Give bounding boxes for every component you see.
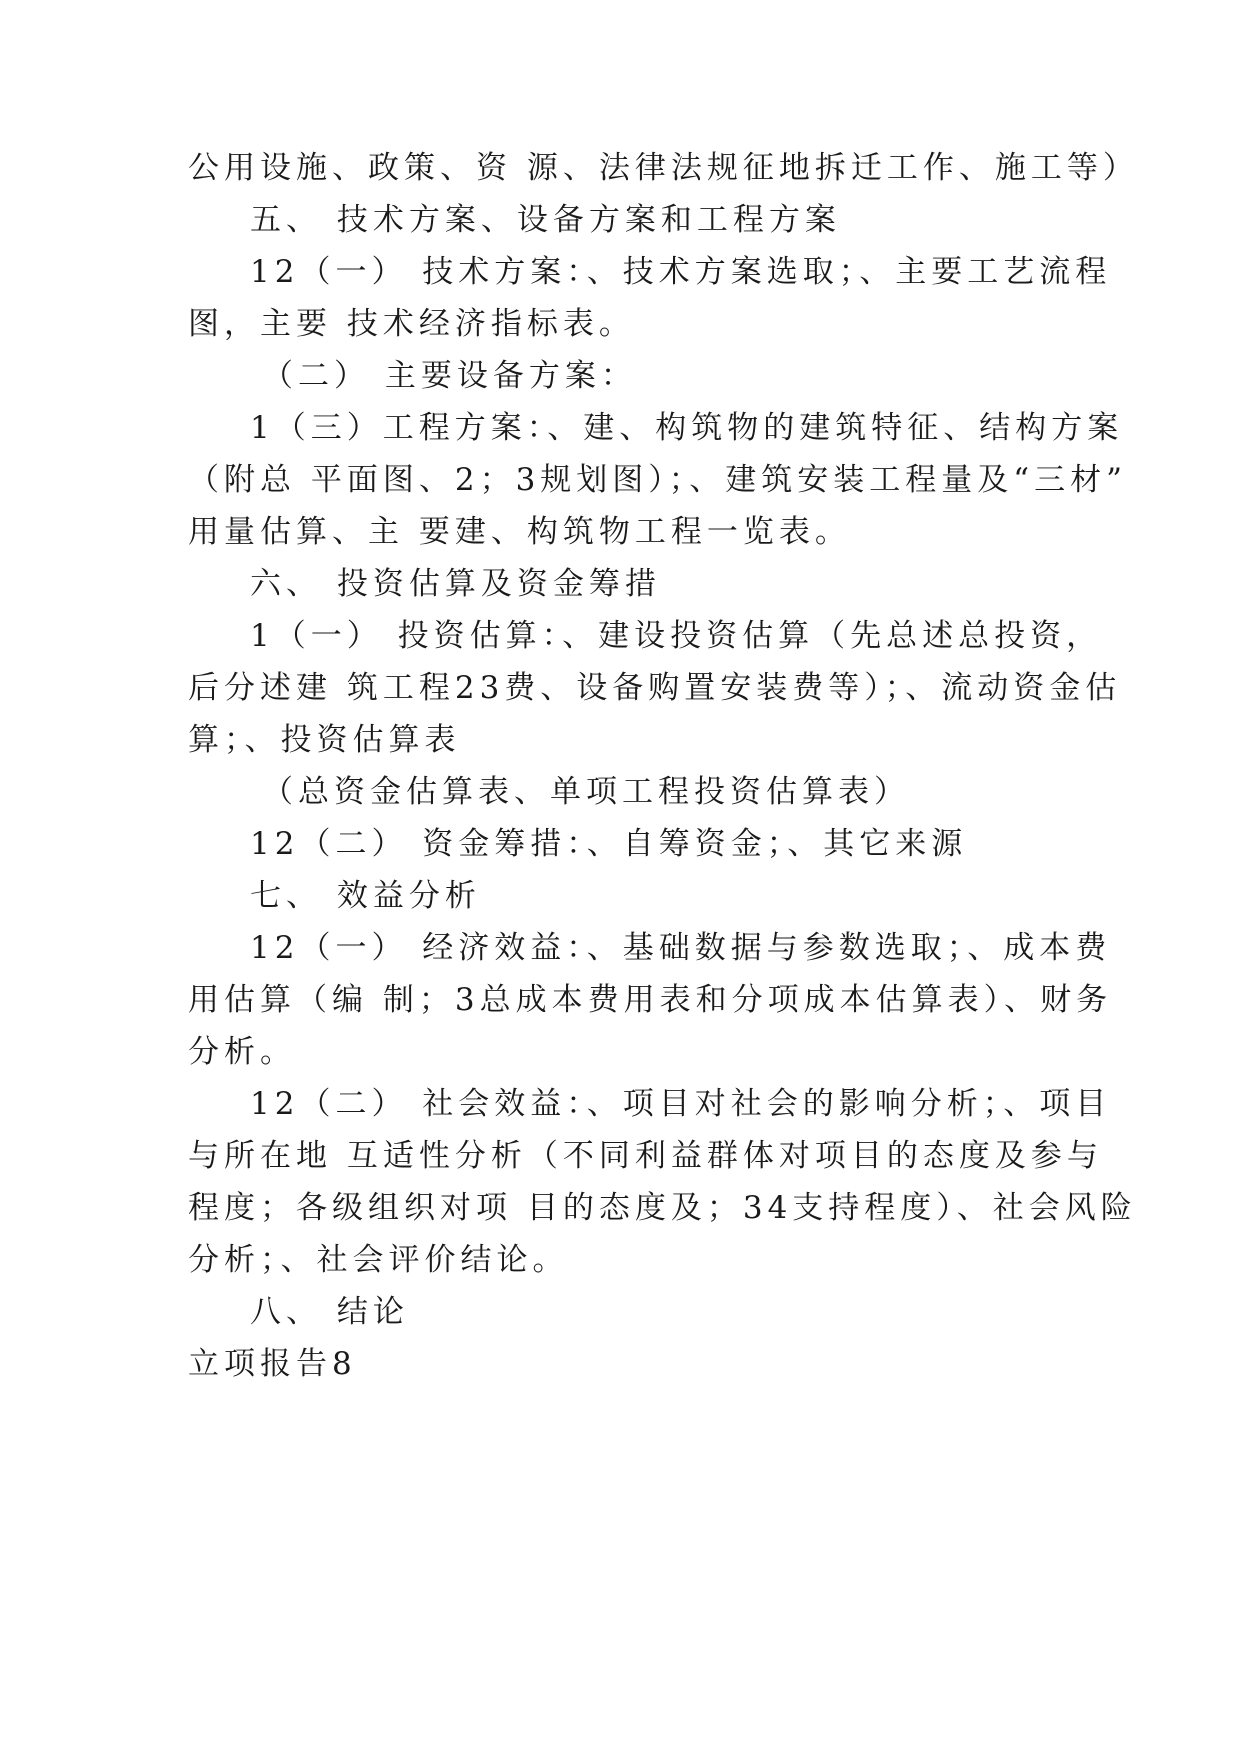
- text-line: 用估算（编 制；3总成本费用表和分项成本估算表）、财务: [188, 982, 1113, 1018]
- text-line: 用量估算、主 要建、构筑物工程一览表。: [188, 514, 851, 550]
- text-line: 12（一） 经济效益：、基础数据与参数选取；、成本费: [250, 930, 1112, 966]
- section-heading: 六、 投资估算及资金筹措: [250, 566, 661, 602]
- text-line: （二） 主要设备方案：: [262, 358, 637, 394]
- text-line: 公用设施、政策、资 源、法律法规征地拆迁工作、施工等）: [188, 150, 1139, 186]
- text-line: 图，主要 技术经济指标表。: [188, 306, 635, 342]
- section-heading: 七、 效益分析: [250, 878, 481, 914]
- text-line: 12（一） 技术方案：、技术方案选取；、主要工艺流程: [250, 254, 1112, 290]
- text-line: （附总 平面图、2；3规划图）；、建筑安装工程量及“三材”: [188, 462, 1127, 498]
- section-heading: 八、 结论: [250, 1294, 409, 1330]
- text-line: 12（二） 资金筹措：、自筹资金；、其它来源: [250, 826, 968, 862]
- text-line: 1（一） 投资估算：、建设投资估算（先总述总投资，: [250, 618, 1103, 654]
- text-line: 程度；各级组织对项 目的态度及；34支持程度）、社会风险: [188, 1190, 1137, 1226]
- text-line: 分析。: [188, 1034, 296, 1070]
- section-heading: 五、 技术方案、设备方案和工程方案: [250, 202, 841, 238]
- text-line: （总资金估算表、单项工程投资估算表）: [262, 774, 910, 810]
- text-line: 与所在地 互适性分析（不同利益群体对项目的态度及参与: [188, 1138, 1103, 1174]
- text-line: 后分述建 筑工程23费、设备购置安装费等）；、流动资金估: [188, 670, 1122, 706]
- text-line: 分析；、社会评价结论。: [188, 1242, 569, 1278]
- page-title: 立项报告8: [188, 1346, 357, 1382]
- text-line: 算；、投资估算表: [188, 722, 461, 758]
- text-line: 12（二） 社会效益：、项目对社会的影响分析；、项目: [250, 1086, 1112, 1122]
- text-line: 1（三）工程方案：、建、构筑物的建筑特征、结构方案: [250, 410, 1124, 446]
